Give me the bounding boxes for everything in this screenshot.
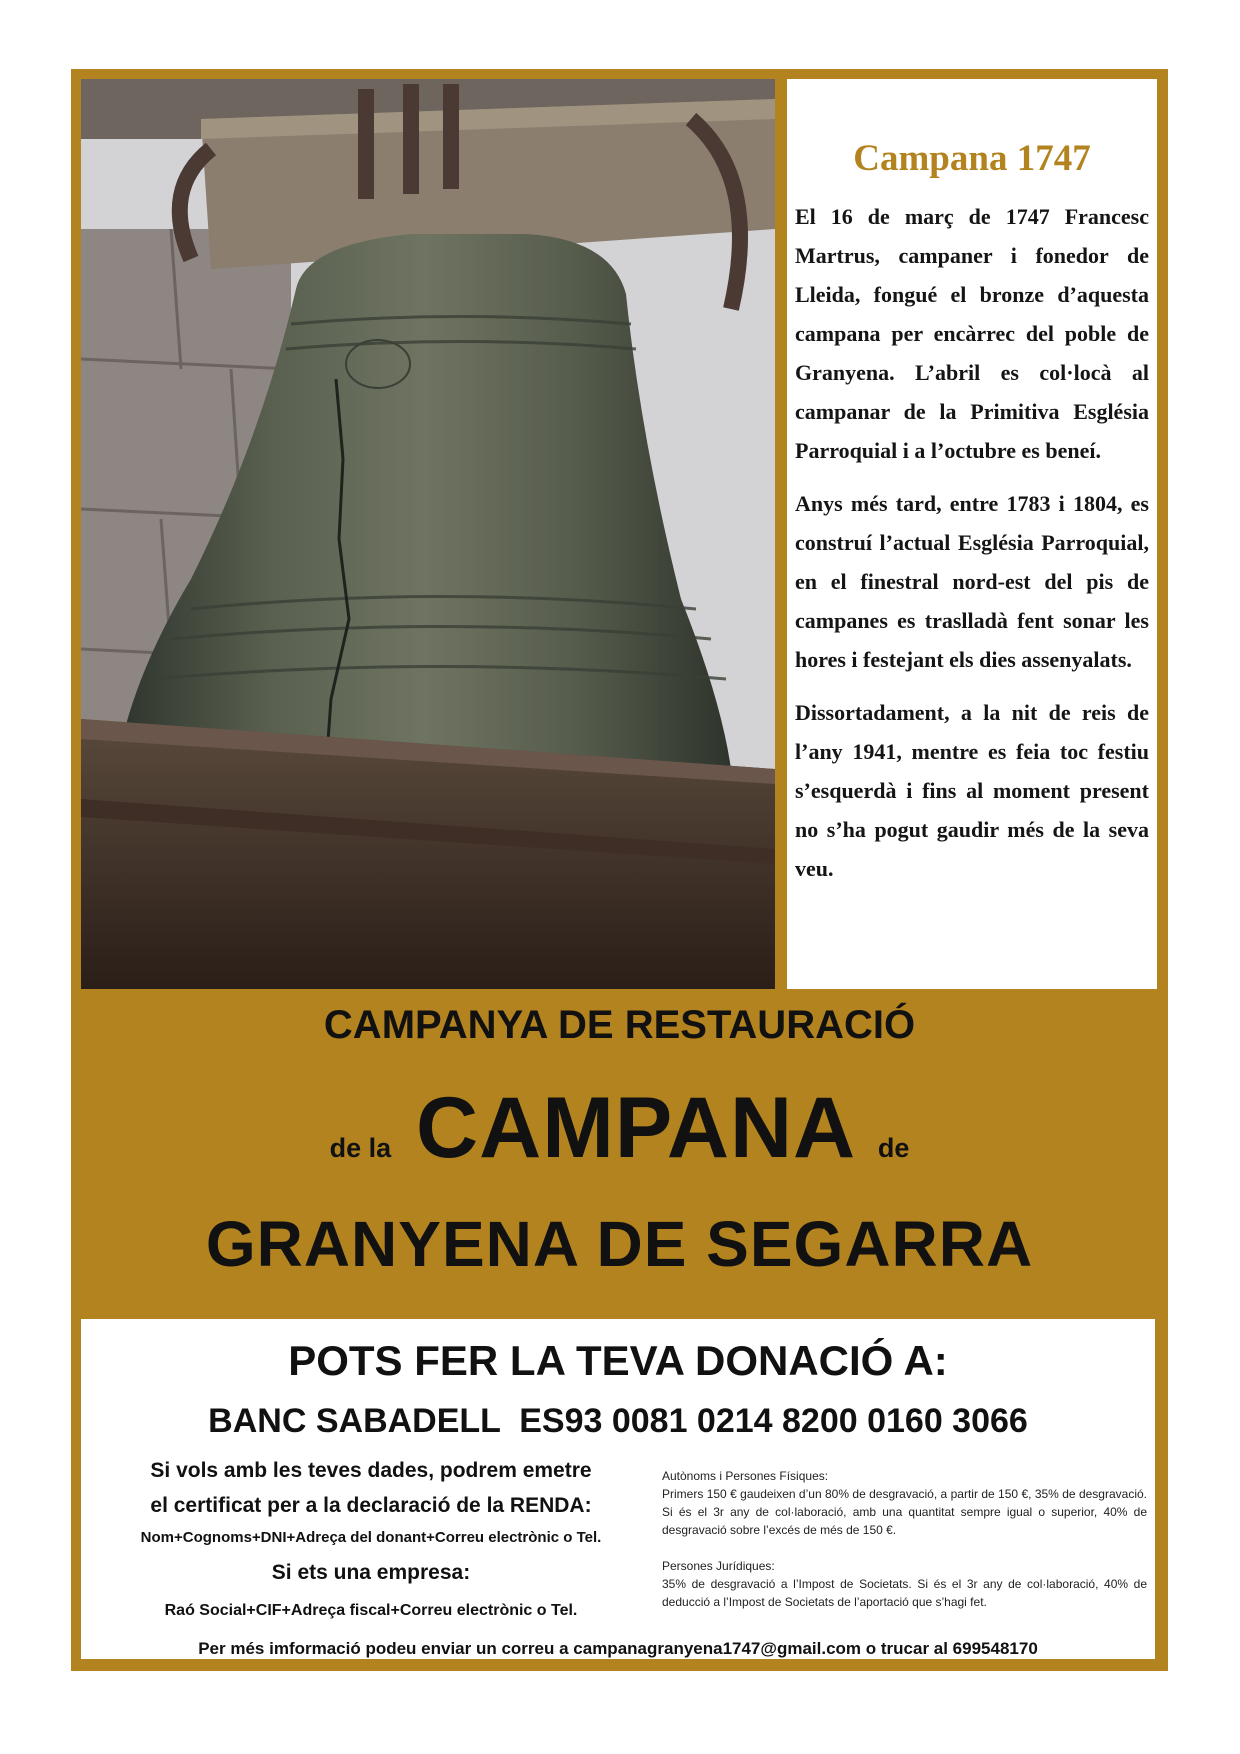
campaign-place: GRANYENA DE SEGARRA — [205, 1208, 1034, 1280]
campaign-title-block — [71, 989, 1168, 1319]
history-paragraph-1: El 16 de març de 1747 Francesc Martrus, campaner i fonedor de Lleida, fongué el bronze d’aquesta campana per encàrrec del poble de Granyena. L’abril es col·locà al campanar de la Primitiva Església Parroquial i a l’octubre es beneí. — [795, 204, 1149, 464]
history-paragraph-3: Dissortadament, a la nit de reis de l’any 1941, mentre es feia toc festiu s’esquerdà i fins al moment present no s’ha pogut gaudir més de la seva veu. — [795, 700, 1149, 882]
campaign-main-word: CAMPANA — [416, 1080, 853, 1176]
campaign-subtitle: CAMPANYA DE RESTAURACIÓ — [323, 1003, 916, 1047]
history-text-box — [787, 79, 1157, 989]
history-title: Campana 1747 — [853, 138, 1091, 179]
companies-heading: Persones Jurídiques: — [662, 1559, 775, 1573]
individuals-text: Primers 150 € gaudeixen d’un 80% de desgravació, a partir de 150 €, 35% de desgravació. Si és el 3r any de col·laboració, amb una quantitat sempre igual o superior, 40% de desgravació sobre l’excés de més de 150 €. — [662, 1487, 1147, 1537]
campaign-suffix: de — [877, 1133, 910, 1163]
campaign-prefix: de la — [329, 1133, 392, 1163]
certificate-line-1: Si vols amb les teves dades, podrem emetre — [150, 1459, 592, 1482]
certificate-line-2: el certificat per a la declaració de la RENDA: — [150, 1494, 592, 1517]
contact-footer: Per més imformació podeu enviar un correu a campanagranyena1747@gmail.com o trucar al 699548170 — [198, 1639, 1038, 1658]
certificate-info — [111, 1453, 631, 1629]
bell-photo — [81, 79, 775, 989]
campaign-main-title — [71, 1079, 1168, 1178]
history-paragraph-2: Anys més tard, entre 1783 i 1804, es construí l’actual Església Parroquial, en el finestral nord-est del pis de campanes es traslladà fent sonar les hores i festejant els dies assenyalats. — [795, 491, 1149, 673]
individuals-heading: Autònoms i Persones Físiques: — [662, 1469, 829, 1483]
companies-text: 35% de desgravació a l’Impost de Societats. Si és el 3r any de col·laboració, 40% de deducció a l’Impost de Societats de l’aportació que s’hagi fet. — [662, 1577, 1147, 1609]
company-fields: Raó Social+CIF+Adreça fiscal+Correu electrònic o Tel. — [164, 1602, 578, 1619]
individual-fields: Nom+Cognoms+DNI+Adreça del donant+Correu electrònic o Tel. — [140, 1529, 602, 1546]
donation-box — [81, 1319, 1155, 1659]
company-heading: Si ets una empresa: — [271, 1561, 471, 1584]
bank-account: BANC SABADELL ES93 0081 0214 8200 0160 3066 — [208, 1402, 1028, 1440]
tax-deduction-info — [662, 1467, 1147, 1611]
donation-title: POTS FER LA TEVA DONACIÓ A: — [288, 1337, 948, 1384]
